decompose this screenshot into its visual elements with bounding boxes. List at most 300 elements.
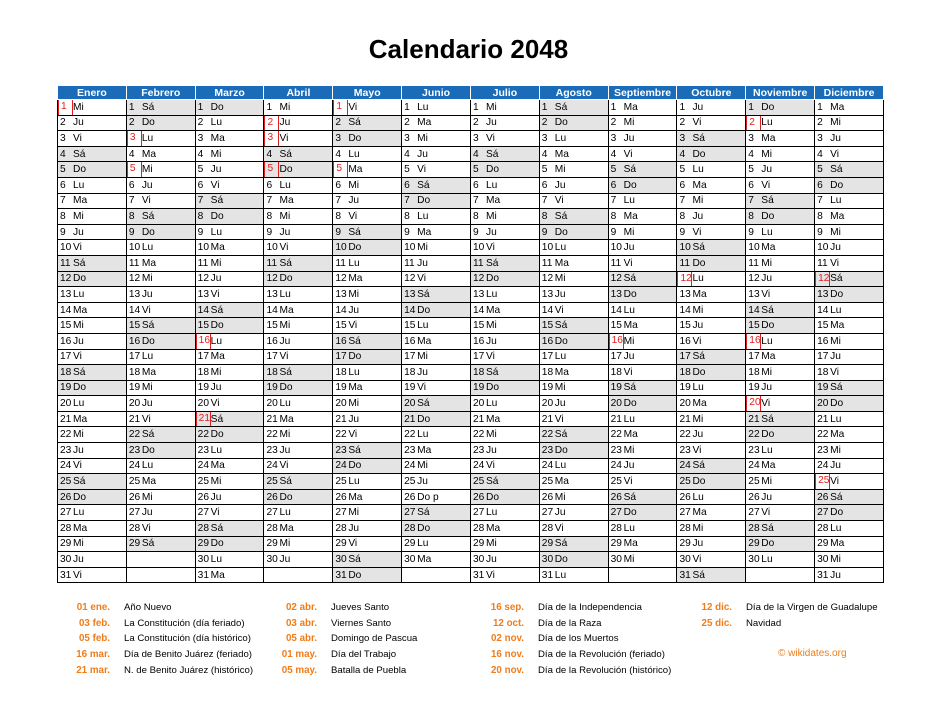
weekday-label: Vi (348, 101, 358, 113)
day-number: 14 (679, 304, 691, 316)
day-number: 5 (127, 162, 142, 177)
weekday-label: Ju (348, 522, 360, 534)
day-number: 3 (817, 132, 823, 144)
weekday-label: Mi (141, 491, 153, 503)
day-number: 17 (197, 351, 209, 363)
day-cell (677, 240, 746, 256)
day-cell (264, 255, 333, 271)
day-cell (195, 396, 264, 412)
day-number: 13 (748, 288, 760, 300)
day-cell (402, 458, 471, 474)
weekday-label: Mi (348, 398, 360, 410)
day-number: 10 (60, 242, 72, 254)
day-cell (195, 287, 264, 303)
day-number: 2 (404, 117, 410, 129)
day-cell (333, 567, 402, 583)
day-cell (264, 271, 333, 287)
day-number: 18 (817, 366, 829, 378)
day-number: 23 (472, 444, 485, 456)
weekday-label: Vi (830, 148, 839, 160)
weekday-label: Ma (761, 132, 776, 144)
weekday-label: Mi (141, 164, 153, 176)
day-cell (195, 505, 264, 521)
day-number: 28 (128, 522, 141, 534)
day-number: 16 (679, 335, 691, 347)
day-row (58, 115, 884, 131)
holiday-item (265, 662, 417, 678)
day-number: 1 (748, 101, 754, 113)
weekday-label: Vi (417, 273, 427, 285)
day-number: 18 (60, 366, 72, 378)
day-cell (677, 193, 746, 209)
day-cell (539, 115, 608, 131)
day-number: 13 (472, 288, 485, 300)
day-cell (608, 271, 677, 287)
day-number: 1 (333, 100, 348, 115)
day-number: 17 (335, 351, 347, 363)
day-cell (746, 411, 815, 427)
day-number: 6 (266, 179, 273, 191)
day-number: 9 (335, 226, 341, 238)
day-cell (333, 240, 402, 256)
weekday-label: Do (141, 444, 155, 456)
day-cell (195, 552, 264, 568)
day-cell (333, 380, 402, 396)
day-cell (746, 209, 815, 225)
day-number: 4 (335, 148, 341, 160)
day-number: 15 (817, 320, 829, 332)
weekday-label: Ma (210, 569, 225, 581)
day-number: 29 (404, 538, 416, 550)
weekday-label: Ma (485, 413, 501, 425)
weekday-label: Mi (417, 242, 428, 254)
day-number: 26 (197, 491, 209, 503)
weekday-label: Ma (210, 242, 225, 254)
day-cell (58, 162, 127, 178)
day-cell (126, 240, 195, 256)
weekday-label: Do (141, 117, 155, 129)
day-cell (746, 240, 815, 256)
weekday-label: Mi (417, 351, 428, 363)
day-number: 25 (541, 476, 554, 488)
day-cell (677, 427, 746, 443)
day-cell (264, 162, 333, 178)
weekday-label: Mi (692, 522, 704, 534)
day-cell (677, 115, 746, 131)
weekday-label: Mi (485, 210, 497, 222)
day-cell (402, 131, 471, 147)
weekday-label: Vi (210, 507, 220, 519)
weekday-label: Mi (830, 335, 841, 347)
day-number: 8 (748, 210, 754, 222)
weekday-label: Ju (348, 195, 360, 207)
day-number: 18 (335, 366, 347, 378)
weekday-label: Do (830, 507, 844, 519)
day-number: 27 (404, 507, 416, 519)
weekday-label: Do (210, 320, 224, 332)
month-header: Octubre (677, 86, 746, 100)
credit-link[interactable]: © wikidates.org (778, 648, 847, 659)
weekday-label: Do (417, 522, 431, 534)
day-number: 22 (610, 429, 622, 441)
day-row (58, 365, 884, 381)
weekday-label: Ma (417, 335, 432, 347)
weekday-label: Ma (692, 179, 707, 191)
day-cell (677, 162, 746, 178)
day-cell (815, 287, 884, 303)
weekday-label: Lu (417, 210, 429, 222)
day-cell (402, 536, 471, 552)
weekday-label: Mi (830, 554, 841, 566)
weekday-label: Ju (761, 382, 773, 394)
weekday-label: Ma (417, 226, 432, 238)
day-number: 30 (679, 554, 691, 566)
day-cell (815, 162, 884, 178)
day-number: 20 (266, 398, 278, 410)
weekday-label: Mi (73, 538, 84, 550)
day-number: 28 (266, 522, 278, 534)
day-cell (608, 349, 677, 365)
day-number: 17 (60, 351, 72, 363)
day-number: 19 (404, 382, 416, 394)
day-cell (539, 411, 608, 427)
day-cell (746, 302, 815, 318)
weekday-label: Mi (623, 444, 635, 456)
day-cell (126, 536, 195, 552)
day-cell (264, 458, 333, 474)
empty-cell (264, 567, 333, 583)
weekday-label: Ma (761, 351, 776, 363)
weekday-label: Vi (761, 179, 771, 191)
weekday-label: Do (210, 538, 224, 550)
day-number: 17 (748, 351, 760, 363)
day-row (58, 396, 884, 412)
weekday-label: Ju (830, 460, 841, 472)
day-number: 30 (817, 554, 829, 566)
day-number: 3 (748, 132, 754, 144)
day-number: 24 (60, 460, 72, 472)
weekday-label: Ju (417, 148, 428, 160)
weekday-label: Vi (279, 351, 289, 363)
weekday-label: Sá (485, 257, 499, 269)
weekday-label: Vi (417, 164, 427, 176)
day-number: 29 (335, 538, 347, 550)
day-cell (402, 287, 471, 303)
day-cell (608, 146, 677, 162)
weekday-label: Ma (417, 117, 432, 129)
weekday-label: Sá (210, 413, 224, 425)
day-cell (608, 552, 677, 568)
day-number: 4 (748, 148, 754, 160)
weekday-label: Do (73, 491, 87, 503)
weekday-label: Sá (210, 304, 224, 316)
day-number: 19 (541, 382, 554, 394)
weekday-label: Do (692, 476, 706, 488)
weekday-label: Mi (623, 335, 635, 347)
day-row (58, 333, 884, 349)
day-cell (815, 474, 884, 490)
weekday-label: Sá (279, 148, 292, 160)
day-number: 17 (472, 351, 485, 363)
day-cell (126, 302, 195, 318)
day-number: 28 (404, 522, 416, 534)
day-number: 3 (197, 132, 204, 144)
holiday-name: Día de la Virgen de Guadalupe (746, 602, 878, 614)
weekday-label: Lu (554, 460, 567, 472)
weekday-label: Lu (692, 273, 704, 285)
day-number: 2 (472, 117, 479, 129)
holiday-date: 12 oct. (492, 617, 524, 629)
day-number: 1 (197, 101, 204, 113)
day-cell (58, 318, 127, 334)
day-number: 3 (264, 131, 279, 146)
weekday-label: Ma (348, 273, 363, 285)
day-cell (746, 521, 815, 537)
day-number: 8 (197, 210, 204, 222)
day-cell (470, 365, 539, 381)
day-number: 4 (679, 148, 686, 160)
weekday-label: Vi (485, 132, 495, 144)
day-number: 6 (541, 179, 548, 191)
day-number: 15 (60, 320, 72, 332)
day-number: 10 (404, 242, 416, 254)
day-cell (264, 552, 333, 568)
weekday-label: Ma (141, 257, 156, 269)
day-cell (264, 365, 333, 381)
weekday-label: Lu (279, 507, 291, 519)
day-cell (126, 115, 195, 131)
day-number: 5 (264, 162, 279, 177)
day-cell (539, 536, 608, 552)
weekday-label: Ma (761, 460, 776, 472)
day-number: 12 (677, 272, 692, 287)
weekday-label: Vi (73, 569, 82, 581)
day-number: 19 (748, 382, 760, 394)
day-cell (746, 536, 815, 552)
day-number: 12 (404, 273, 416, 285)
weekday-label: Vi (279, 460, 289, 472)
day-cell (58, 521, 127, 537)
day-cell (402, 365, 471, 381)
weekday-label: Mi (830, 226, 841, 238)
day-cell (677, 100, 746, 116)
weekday-label: Vi (141, 195, 151, 207)
weekday-label: Vi (210, 398, 220, 410)
day-number: 16 (541, 335, 554, 347)
weekday-label: Ma (554, 476, 569, 488)
holiday-date: 02 abr. (285, 602, 317, 614)
weekday-label: Ma (692, 398, 707, 410)
holiday-column (472, 600, 671, 678)
day-cell (470, 177, 539, 193)
weekday-label: Ju (554, 398, 566, 410)
weekday-label: Vi (692, 444, 702, 456)
day-cell (746, 474, 815, 490)
weekday-label: Ju (141, 398, 153, 410)
weekday-label: Lu (692, 382, 704, 394)
day-cell (539, 146, 608, 162)
weekday-label: Mi (210, 476, 222, 488)
weekday-label: Sá (761, 522, 774, 534)
day-cell (470, 427, 539, 443)
day-row (58, 505, 884, 521)
weekday-label: Mi (692, 195, 704, 207)
day-cell (470, 349, 539, 365)
day-cell (815, 427, 884, 443)
day-cell (126, 209, 195, 225)
day-cell (539, 474, 608, 490)
day-number: 31 (197, 569, 209, 581)
day-number: 4 (610, 148, 617, 160)
day-number: 24 (266, 460, 278, 472)
day-number: 12 (748, 273, 760, 285)
weekday-label: Ma (73, 522, 88, 534)
day-cell (402, 177, 471, 193)
weekday-label: Vi (830, 366, 839, 378)
weekday-label: Ma (623, 320, 638, 332)
day-number: 13 (610, 288, 622, 300)
weekday-label: Vi (485, 460, 495, 472)
day-number: 16 (472, 335, 485, 347)
day-cell (470, 193, 539, 209)
weekday-label: Lu (830, 522, 842, 534)
day-cell (815, 552, 884, 568)
day-number: 7 (748, 195, 754, 207)
day-cell (815, 333, 884, 349)
weekday-label: Do p (417, 491, 439, 503)
month-header: Agosto (539, 86, 608, 100)
holiday-item (472, 647, 671, 663)
holiday-column (58, 600, 253, 678)
weekday-label: Lu (554, 132, 567, 144)
day-cell (195, 489, 264, 505)
weekday-label: Do (141, 335, 155, 347)
day-cell (195, 240, 264, 256)
weekday-label: Ju (623, 242, 635, 254)
day-number: 24 (335, 460, 347, 472)
month-header: Julio (470, 86, 539, 100)
day-number: 21 (335, 413, 347, 425)
day-number: 3 (541, 132, 548, 144)
weekday-label: Mi (761, 148, 773, 160)
weekday-label: Do (554, 554, 568, 566)
day-number: 30 (197, 554, 209, 566)
day-cell (815, 505, 884, 521)
holiday-name: Día del Trabajo (331, 649, 397, 661)
day-number: 13 (197, 288, 209, 300)
day-cell (815, 396, 884, 412)
day-number: 26 (128, 491, 141, 503)
day-cell (58, 255, 127, 271)
day-cell (58, 443, 127, 459)
weekday-label: Mi (73, 320, 84, 332)
day-cell (333, 474, 402, 490)
holiday-name: Año Nuevo (124, 602, 172, 614)
weekday-label: Sá (554, 320, 568, 332)
weekday-label: Sá (830, 382, 843, 394)
day-number: 19 (472, 382, 485, 394)
weekday-label: Ju (210, 382, 222, 394)
holiday-date: 03 abr. (285, 617, 317, 629)
day-number: 2 (679, 117, 686, 129)
empty-cell (402, 567, 471, 583)
weekday-label: Do (348, 242, 362, 254)
weekday-label: Vi (623, 366, 633, 378)
day-number: 18 (197, 366, 209, 378)
holiday-item (265, 600, 417, 616)
day-number: 16 (128, 335, 141, 347)
day-number: 29 (128, 538, 141, 550)
day-cell (815, 302, 884, 318)
holiday-item (58, 600, 253, 616)
day-cell (677, 552, 746, 568)
day-number: 7 (128, 195, 135, 207)
day-cell (195, 521, 264, 537)
day-cell (333, 271, 402, 287)
day-cell (746, 224, 815, 240)
day-number: 22 (128, 429, 141, 441)
day-cell (470, 333, 539, 349)
month-header: Mayo (333, 86, 402, 100)
weekday-label: Mi (279, 210, 291, 222)
weekday-label: Mi (141, 382, 153, 394)
day-cell (677, 443, 746, 459)
day-cell (402, 505, 471, 521)
day-cell (677, 349, 746, 365)
day-number: 1 (128, 101, 135, 113)
day-cell (264, 224, 333, 240)
weekday-label: Ju (485, 444, 497, 456)
day-cell (608, 318, 677, 334)
weekday-label: Do (348, 132, 362, 144)
month-header: Febrero (126, 86, 195, 100)
day-number: 25 (610, 476, 622, 488)
day-cell (677, 271, 746, 287)
weekday-label: Sá (554, 429, 568, 441)
weekday-label: Sá (623, 491, 637, 503)
weekday-label: Vi (348, 429, 358, 441)
day-cell (539, 396, 608, 412)
day-number: 12 (60, 273, 72, 285)
weekday-label: Ju (141, 507, 153, 519)
day-cell (333, 146, 402, 162)
day-cell (677, 474, 746, 490)
day-cell (195, 131, 264, 147)
day-cell (746, 349, 815, 365)
holiday-name: Navidad (746, 617, 782, 629)
day-cell (333, 162, 402, 178)
holiday-name: Domingo de Pascua (331, 633, 418, 645)
day-cell (58, 458, 127, 474)
day-cell (264, 115, 333, 131)
day-number: 21 (610, 413, 622, 425)
weekday-label: Vi (417, 382, 427, 394)
weekday-label: Ma (830, 320, 845, 332)
day-number: 5 (472, 164, 479, 176)
day-cell (815, 115, 884, 131)
day-number: 9 (610, 226, 617, 238)
day-number: 2 (610, 117, 617, 129)
weekday-label: Ma (485, 304, 501, 316)
day-cell (470, 567, 539, 583)
day-number: 16 (196, 334, 211, 349)
day-number: 11 (748, 257, 759, 269)
day-number: 2 (817, 117, 823, 129)
holiday-name: Día de Benito Juárez (feriado) (124, 649, 252, 661)
weekday-label: Sá (485, 476, 499, 488)
day-number: 25 (335, 476, 347, 488)
day-number: 31 (472, 569, 485, 581)
